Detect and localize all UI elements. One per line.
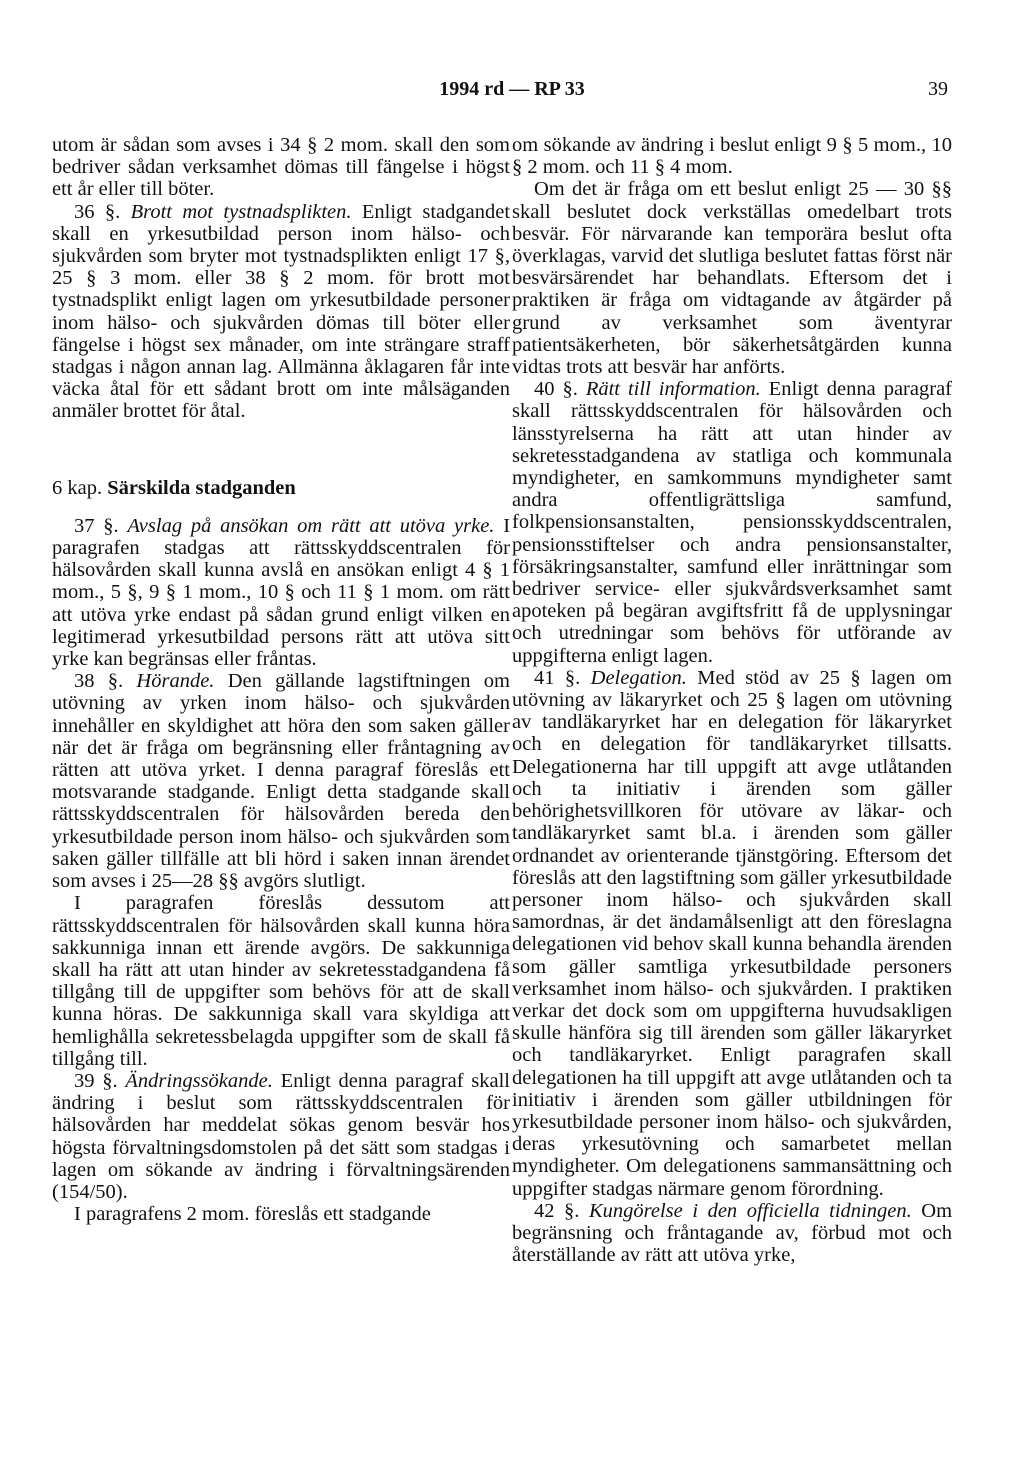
section-40 (512, 378, 952, 667)
section-heading: Delegation. (590, 666, 687, 689)
running-title: 1994 rd — RP 33 (439, 78, 585, 100)
paragraph: om sökande av ändring i beslut enligt 9 § 5 mom., 10 § 2 mom. och 11 § 4 mom. (512, 134, 952, 179)
chapter-title: Särskilda stadganden (107, 476, 296, 499)
section-number: 41 §. (534, 666, 581, 689)
paragraph: I paragrafen föreslås dessutom att rättsskyddscentralen för hälsovården skall kunna höra sakkunniga innan ett ärende avgörs. De sakkunniga skall ha rätt att utan hinder av sekretesstadgandena få tillgång till de uppgifter som behövs för att de skall kunna höras. De sakkunniga skall vara skyldiga att hemlighålla sekretessbelagda uppgifter som de skall få tillgång till. (52, 892, 510, 1070)
right-column (512, 134, 952, 1266)
left-column (52, 134, 510, 1225)
section-number: 36 §. (74, 200, 121, 223)
chapter-heading (52, 477, 510, 499)
page-number: 39 (928, 78, 948, 100)
paragraph: utom är sådan som avses i 34 § 2 mom. skall den som bedriver sådan verksamhet dömas till fängelse i högst ett år eller till böter. (52, 134, 510, 201)
section-text: Med stöd av 25 § lagen om utövning av läkaryrket och 25 § lagen om utövning av tandläkaryrket har en delegation för läkaryrket och en delegation för tandläkaryrket tillsatts. Delegationerna har till uppgift att avge utlåtanden och ta initiativ i ärenden som gäller behörighetsvillkoren för utövare av läkar- och tandläkaryrket samt bl.a. i ärenden som gäller ordnandet av orienterande tjänstgöring. Eftersom det föreslås att den lagstiftning som gäller yrkesutbildade personer inom hälso- och sjukvården skall samordnas, är det ändamålsenligt att den föreslagna delegationen vid behov skall kunna behandla ärenden som gäller samtliga yrkesutbildade personers verksamhet inom hälso- och sjukvården. I praktiken verkar det dock som om uppgifterna huvudsakligen skulle hänföra sig till ärenden som gäller läkaryrket och tandläkaryrket. Enligt paragrafen skall delegationen ha till uppgift att avge utlåtanden och ta initiativ i ärenden som gäller utbildningen för yrkesutbildade personer inom hälso- och sjukvården, deras yrkesutövning och samarbetet mellan myndigheter. Om delegationens sammansättning och uppgifter stadgas närmare genom förordning. (512, 666, 953, 1200)
section-number: 42 §. (534, 1199, 580, 1222)
section-text: Enligt stadgandet skall en yrkesutbildad person inom hälso- och sjukvården som bryter mot tystnadsplikten enligt 17 §, 25 § 3 mom. eller 38 § 2 mom. för brott mot tystnadsplikt enligt lagen om yrkesutbildade personer inom hälso- och sjukvården dömas till böter eller fängelse i högst sex månader, om inte strängare straff stadgas i någon annan lag. Allmänna åklagaren får inte väcka åtal för ett sådant brott om inte målsäganden anmäler brottet för åtal. (52, 200, 511, 423)
section-text: Enligt denna paragraf skall ändring i beslut som rättsskyddscentralen för hälsovården har meddelat sökas genom besvär hos högsta förvaltningsdomstolen på det sätt som stadgas i lagen om sökande av ändring i förvaltningsärenden (154/50). (52, 1069, 510, 1203)
section-text: Den gällande lagstiftningen om utövning av yrken inom hälso- och sjukvården innehåller en skyldighet att höra den som saken gäller när det är fråga om begränsning eller fråntagning av rätten att utöva yrket. I denna paragraf föreslås ett motsvarande stadgande. Enligt detta stadgande skall rättsskyddscentralen för hälsovården bereda den yrkesutbildade person inom hälso- och sjukvården som saken gäller tillfälle att bli hörd i saken innan ärendet som avses i 25—28 §§ avgörs slutligt. (52, 670, 510, 893)
section-39 (52, 1070, 510, 1203)
section-heading: Ändringssökande. (125, 1069, 273, 1092)
section-37 (52, 515, 510, 670)
section-text: I paragrafen stadgas att rättsskyddscentralen för hälsovården skall kunna avslå en ansökan enligt 4 § 1 mom., 5 §, 9 § 1 mom., 10 § och 11 § 1 mom. om rätt att utöva yrke endast på sådan grund enligt vilken en legitimerad yrkesutbildad persons rätt att utöva sitt yrke kan begränsas eller fråntas. (52, 514, 511, 671)
section-number: 39 §. (74, 1069, 118, 1092)
chapter-number: 6 kap. (52, 476, 103, 499)
section-38 (52, 670, 510, 892)
section-heading: Kungörelse i den officiella tidningen. (589, 1199, 912, 1222)
section-text: Enligt denna paragraf skall rättsskyddscentralen för hälsovården och länsstyrelserna ha rätt att utan hinder av sekretesstadgandena av statliga och kommunala myndigheter, en samkommuns myndigheter samt andra offentligrättsliga samfund, folkpensionsanstalten, pensionsskyddscentralen, pensionsstiftelser och andra pensionsanstalter, försäkringsanstalter, samfund eller inrättningar som bedriver service- eller sjukvårdsverksamhet samt apoteken på begäran avgiftsfritt få de upplysningar och utredningar som behövs för utförande av uppgifterna enligt lagen. (512, 378, 952, 667)
section-42 (512, 1200, 952, 1267)
section-heading: Rätt till information. (585, 378, 761, 401)
paragraph: Om det är fråga om ett beslut enligt 25 — 30 §§ skall beslutet dock verkställas omedelbart trots besvär. För närvarande kan temporära beslut ofta överklagas, varvid det slutliga beslutet fattas först när besvärsärendet har behandlats. Eftersom det i praktiken är fråga om vidtagande av åtgärder på grund av verksamhet som äventyrar patientsäkerheten, bör säkerhetsåtgärden kunna vidtas trots att besvär har anförts. (512, 178, 952, 379)
section-41 (512, 667, 952, 1200)
section-36 (52, 201, 510, 423)
section-number: 40 §. (534, 378, 578, 401)
section-number: 38 §. (74, 670, 124, 693)
section-heading: Avslag på ansökan om rätt att utöva yrke. (127, 514, 495, 537)
section-heading: Brott mot tystnadsplikten. (130, 200, 352, 223)
section-text: Om begränsning och fråntagande av, förbud mot och återställande av rätt att utöva yrke, (512, 1199, 953, 1267)
paragraph: I paragrafens 2 mom. föreslås ett stadgande (74, 1203, 431, 1226)
section-heading: Hörande. (136, 670, 215, 693)
page-header (0, 78, 1024, 102)
section-number: 37 §. (74, 514, 119, 537)
